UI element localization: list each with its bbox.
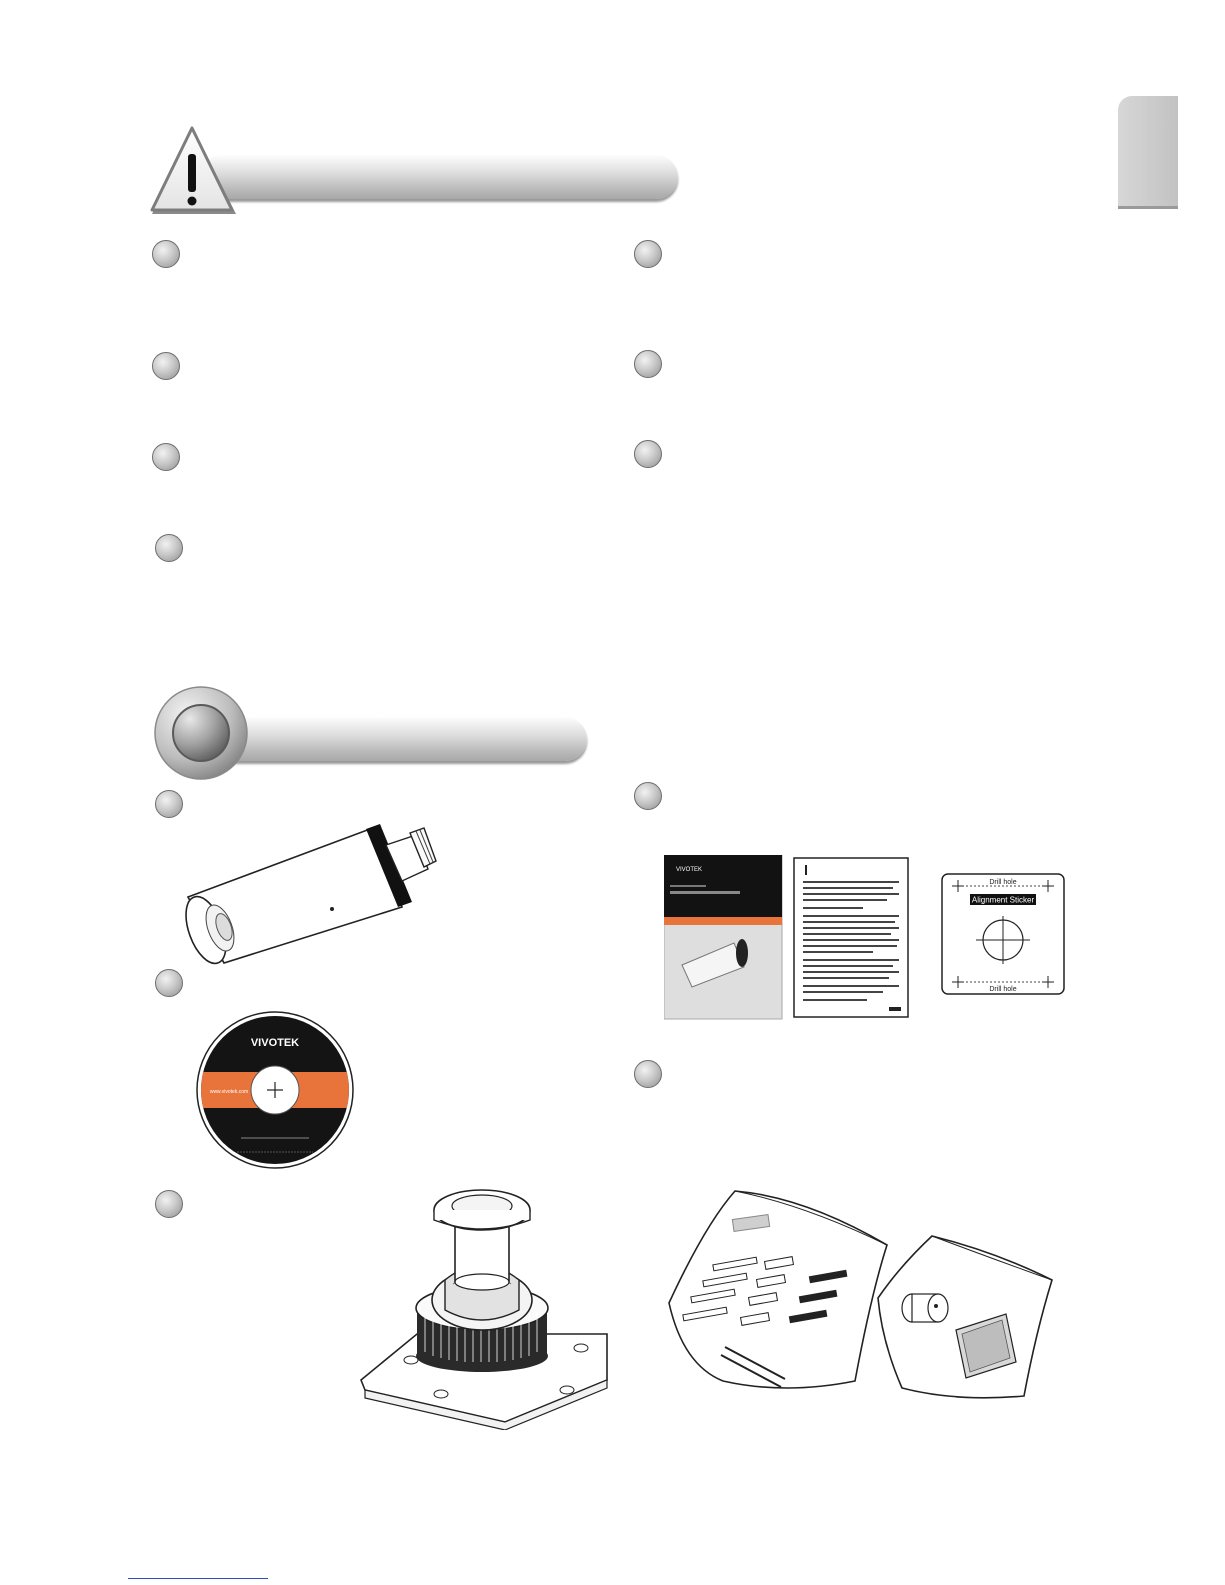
- warranty-leaflet-image: [793, 857, 910, 1019]
- caution-header-bar: [200, 155, 678, 199]
- package-bullet-guide: [634, 782, 662, 810]
- guide-brand: VIVOTEK: [676, 867, 703, 873]
- screw-pack-image: [665, 1185, 890, 1397]
- caution-bullet-3: [152, 443, 180, 471]
- caution-bullet-1: [152, 240, 180, 268]
- quick-installation-guide-image: [664, 855, 784, 1021]
- software-cd-image: [195, 1010, 355, 1170]
- caution-bullet-2: [152, 352, 180, 380]
- alignment-sticker-image: [940, 872, 1068, 998]
- package-header-bar: [215, 717, 587, 761]
- package-header-icon: [153, 685, 249, 781]
- package-bullet-camera: [155, 790, 183, 818]
- footer-link-underline: [128, 1578, 268, 1579]
- cd-brand: VIVOTEK: [250, 1037, 300, 1049]
- caution-bullet-5: [634, 240, 662, 268]
- package-bullet-mount: [155, 1190, 183, 1218]
- caution-bullet-4: [155, 534, 183, 562]
- caution-bullet-7: [634, 440, 662, 468]
- sticker-title: Alignment Sticker: [971, 895, 1035, 905]
- sticker-drill-top: Drill hole: [989, 879, 1017, 886]
- warning-icon: [148, 124, 240, 220]
- sticker-drill-bottom: Drill hole: [989, 986, 1017, 993]
- language-tab: [1118, 96, 1178, 209]
- bullet-camera-image: [180, 815, 460, 965]
- mounting-bracket-image: [355, 1180, 615, 1430]
- package-bullet-software-cd: [155, 969, 183, 997]
- package-bullet-screw-pack: [634, 1060, 662, 1088]
- cd-url: www.vivotek.com: [209, 1089, 249, 1095]
- caution-bullet-6: [634, 350, 662, 378]
- accessory-pack-image: [876, 1232, 1056, 1400]
